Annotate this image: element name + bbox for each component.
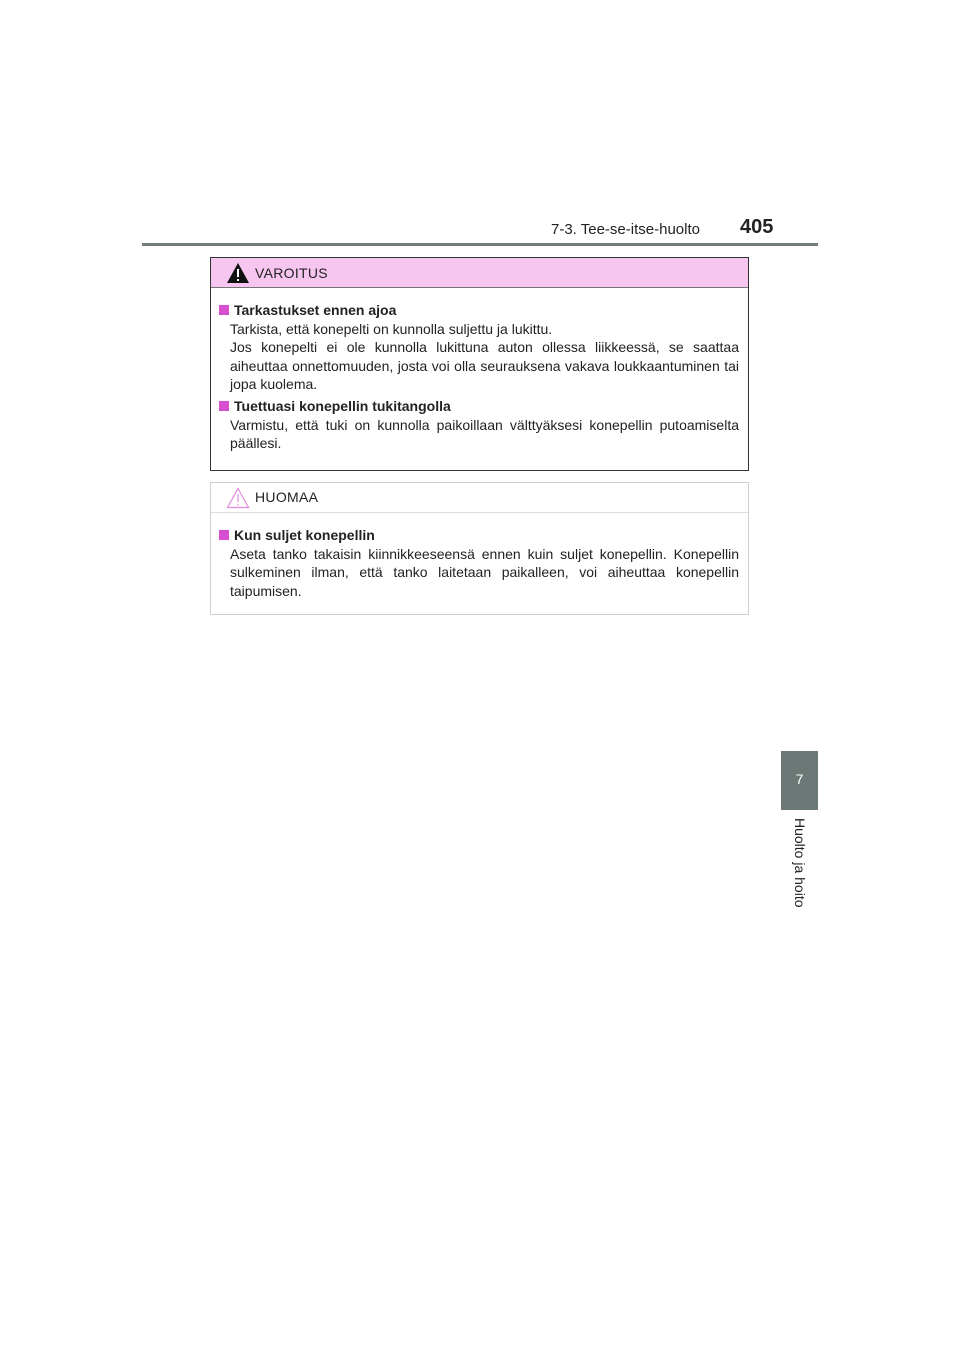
header-divider: [142, 243, 818, 246]
notice-title: HUOMAA: [255, 489, 319, 505]
paragraph: Jos konepelti ei ole kunnolla lukittuna auton ollessa liikkeessä, se saattaa aiheuttaa onnettomuuden, josta voi olla seurauksena vakava loukkaantuminen tai jopa kuolema.: [230, 339, 739, 392]
chapter-number: 7: [795, 771, 804, 787]
paragraph: Aseta tanko takaisin kiinnikkeeseensä ennen kuin suljet konepellin. Konepellin sulkeminen ilman, että tanko laitetaan paikalleen, voi aiheuttaa konepellin taipumisen.: [230, 546, 739, 599]
bullet-square-icon: [219, 530, 229, 540]
item-heading: [219, 300, 739, 320]
paragraph: Tarkista, että konepelti on kunnolla suljettu ja lukittu.: [230, 321, 553, 337]
item-heading: [219, 396, 739, 416]
notice-item: [219, 525, 739, 600]
bullet-square-icon: [219, 305, 229, 315]
section-title: 7-3. Tee-se-itse-huolto: [551, 221, 700, 238]
item-heading-text: Tarkastukset ennen ajoa: [234, 302, 397, 318]
item-heading-text: Kun suljet konepellin: [234, 527, 375, 543]
notice-box-header: [211, 483, 748, 513]
item-heading-text: Tuettuasi konepellin tukitangolla: [234, 398, 451, 415]
item-heading: [219, 525, 739, 545]
chapter-title: Huolto ja hoito: [792, 818, 808, 908]
item-text: [219, 416, 739, 453]
bullet-square-icon: [219, 401, 229, 411]
warning-item: [219, 300, 739, 393]
notice-triangle-outline-icon: [226, 487, 250, 509]
warning-title: VAROITUS: [255, 265, 328, 281]
notice-body: [211, 513, 748, 600]
item-text: [219, 545, 739, 600]
warning-body: [211, 288, 748, 453]
warning-triangle-filled-icon: [226, 262, 250, 284]
chapter-tab: [781, 751, 818, 810]
notice-box: [210, 482, 749, 615]
item-text: [219, 320, 739, 393]
page-number: 405: [740, 216, 774, 238]
paragraph: Varmistu, että tuki on kunnolla paikoillaan välttyäksesi konepellin putoamiselta päällesi.: [230, 417, 739, 452]
warning-item: [219, 396, 739, 453]
warning-box: [210, 257, 749, 471]
warning-box-header: [211, 258, 748, 288]
